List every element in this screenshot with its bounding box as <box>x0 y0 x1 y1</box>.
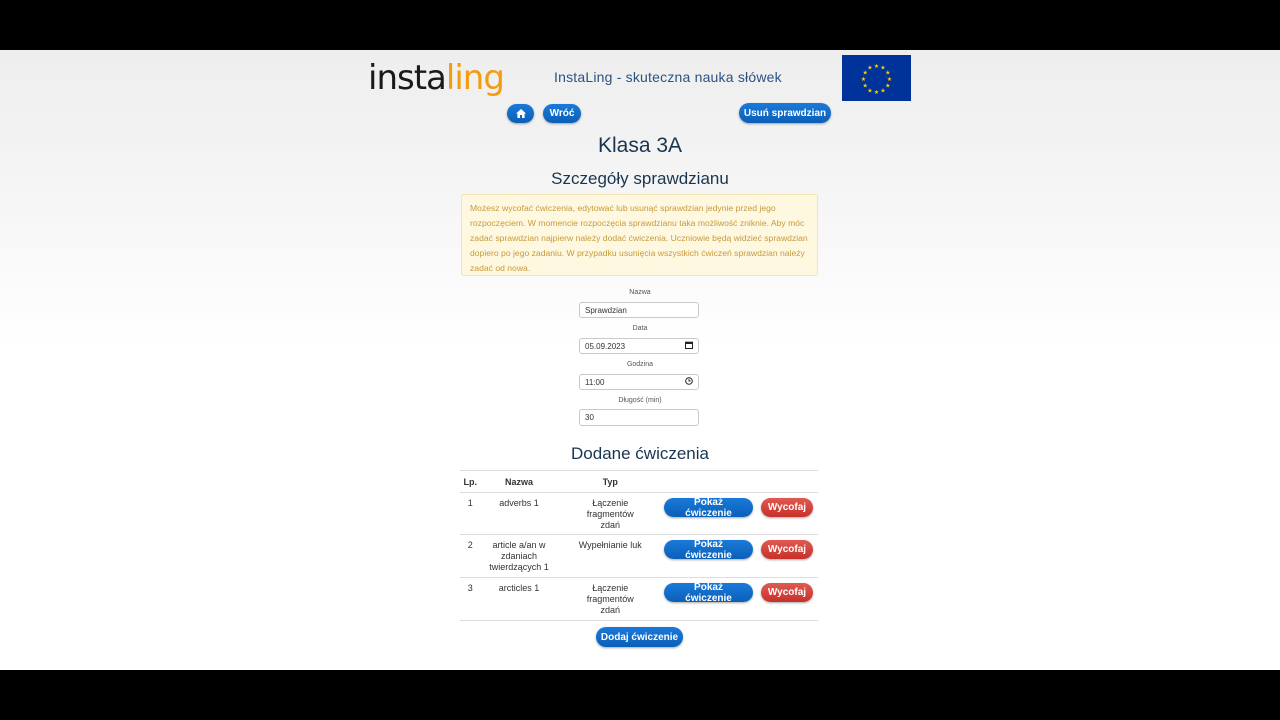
row-number: 2 <box>460 535 480 578</box>
instaling-logo[interactable] <box>368 58 504 98</box>
logo-part-insta: insta <box>368 58 446 98</box>
time-label: Godzina <box>626 361 654 368</box>
table-header-row <box>460 471 818 493</box>
exercise-type: Łączenie fragmentów zdań <box>557 493 663 535</box>
duration-value: 30 <box>585 413 594 422</box>
info-alert: Możesz wycofać ćwiczenia, edytować lub usunąć sprawdzian jedynie przed jego rozpoczęciem. W momencie rozpoczęcia sprawdzianu taka możliwość zniknie. Aby móc zadać sprawdzian najpierw należy dodać ćwiczenia. Uczniowie będą widzieć sprawdzian dopiero po jego zadaniu. W przypadku usunięcia wszystkich ćwiczeń sprawdzian należy zadać od nowa. <box>461 194 818 276</box>
details-title: Szczegóły sprawdzianu <box>551 169 729 188</box>
column-header-actions <box>663 471 818 493</box>
name-label: Nazwa <box>629 289 651 296</box>
name-value: Sprawdzian <box>585 305 627 315</box>
exercises-title: Dodane ćwiczenia <box>571 444 709 463</box>
date-input[interactable] <box>579 338 699 354</box>
calendar-icon[interactable] <box>685 341 693 351</box>
column-header-type: Typ <box>557 471 663 493</box>
eu-flag-icon <box>842 55 911 101</box>
table-row <box>460 493 818 535</box>
clock-icon[interactable] <box>685 377 693 387</box>
svg-text:★: ★ <box>873 63 880 70</box>
back-button[interactable]: Wróć <box>543 104 581 123</box>
page-title: Klasa 3A <box>597 134 683 157</box>
table-row <box>460 578 818 621</box>
row-number: 3 <box>460 578 480 621</box>
time-input[interactable] <box>579 374 699 390</box>
app-page <box>0 50 1280 670</box>
home-icon <box>516 109 526 118</box>
column-header-lp: Lp. <box>460 471 480 493</box>
row-number: 1 <box>460 493 480 535</box>
site-subtitle: InstaLing - skuteczna nauka słówek <box>554 69 782 85</box>
duration-label: Długość (min) <box>618 397 662 404</box>
date-label: Data <box>632 325 648 332</box>
logo-part-ling: ling <box>445 58 504 98</box>
time-value: 11:00 <box>585 377 605 387</box>
svg-text:★: ★ <box>862 69 868 77</box>
date-value: 05.09.2023 <box>585 341 626 351</box>
exercise-type: Łączenie fragmentów zdań <box>557 578 663 621</box>
svg-text:★: ★ <box>873 89 880 96</box>
svg-text:★: ★ <box>880 64 886 72</box>
svg-text:★: ★ <box>886 76 893 83</box>
delete-test-button[interactable]: Usuń sprawdzian <box>739 103 831 123</box>
show-exercise-button[interactable]: Pokaż ćwiczenie <box>664 498 753 517</box>
svg-text:★: ★ <box>885 82 891 90</box>
exercise-name: article a/an w zdaniach twierdzących 1 <box>480 535 557 578</box>
column-header-name: Nazwa <box>480 471 557 493</box>
svg-text:★: ★ <box>860 76 867 83</box>
svg-text:★: ★ <box>862 82 868 90</box>
home-button[interactable] <box>507 104 534 123</box>
svg-text:★: ★ <box>885 69 891 77</box>
add-exercise-button[interactable]: Dodaj ćwiczenie <box>596 627 683 647</box>
withdraw-button[interactable]: Wycofaj <box>761 498 813 517</box>
exercise-name: adverbs 1 <box>480 493 557 535</box>
exercise-name: arcticles 1 <box>480 578 557 621</box>
svg-text:★: ★ <box>880 87 886 95</box>
svg-text:★: ★ <box>867 87 873 95</box>
duration-input[interactable] <box>579 409 699 426</box>
show-exercise-button[interactable]: Pokaż ćwiczenie <box>664 583 753 602</box>
exercises-table <box>460 470 818 621</box>
exercise-type: Wypełnianie luk <box>557 535 663 578</box>
withdraw-button[interactable]: Wycofaj <box>761 583 813 602</box>
withdraw-button[interactable]: Wycofaj <box>761 540 813 559</box>
table-row <box>460 535 818 578</box>
show-exercise-button[interactable]: Pokaż ćwiczenie <box>664 540 753 559</box>
name-input[interactable] <box>579 302 699 318</box>
svg-text:★: ★ <box>867 64 873 72</box>
